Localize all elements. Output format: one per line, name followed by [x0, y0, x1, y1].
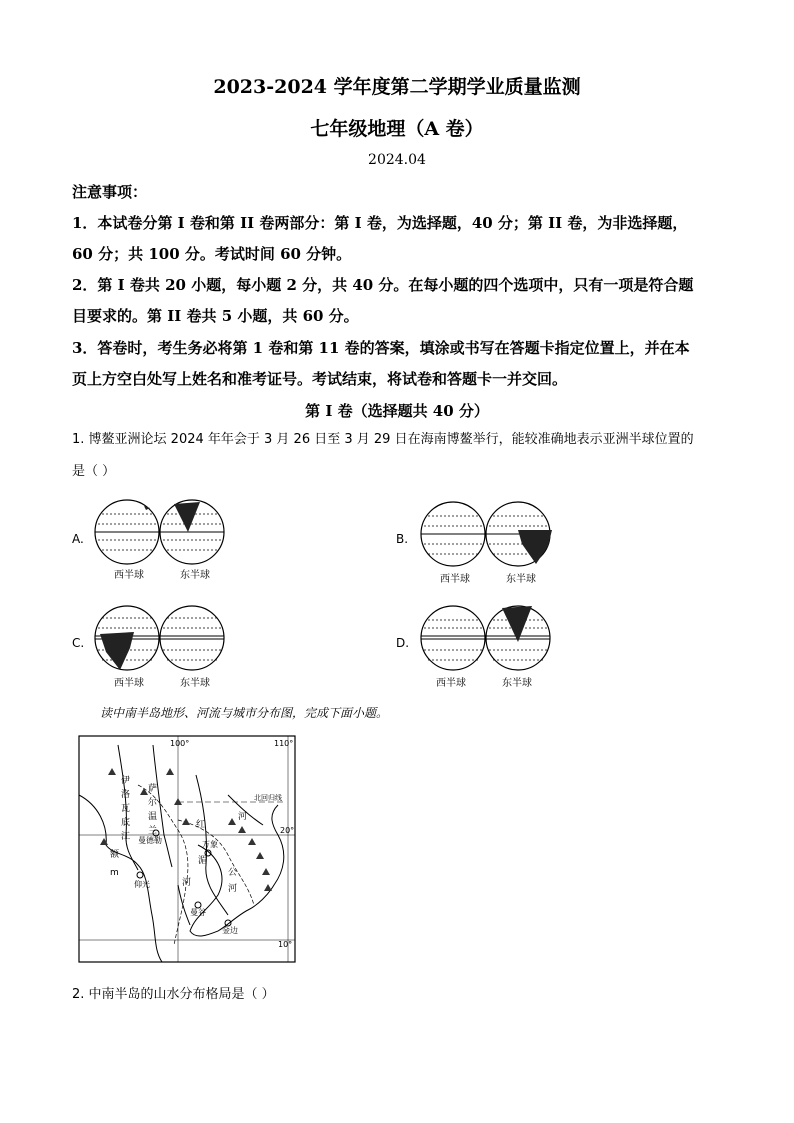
svg-text:温: 温: [148, 812, 158, 822]
asia-shape-c: [100, 632, 134, 670]
west-hemisphere-label: 西半球: [114, 678, 144, 689]
note-3-line-1: 3．答卷时，考生务必将第 1 卷和第 11 卷的答案，填涂或书写在答题卡指定位置上，并在本: [72, 339, 690, 357]
city-vientiane: 万象: [202, 840, 218, 849]
option-a-label[interactable]: A.: [72, 532, 84, 546]
section-title: 第 I 卷（选择题共 40 分）: [305, 402, 489, 420]
city-mandalay: 曼德勒: [138, 836, 162, 845]
svg-text:底: 底: [121, 818, 131, 828]
lon-100-label: 100°: [170, 739, 190, 748]
svg-text:公: 公: [228, 868, 238, 878]
lat-20-label: 20°: [280, 826, 295, 835]
east-hemisphere-label: 东半球: [506, 574, 536, 585]
tropic-label: 北回归线: [254, 794, 282, 802]
svg-text:瓦: 瓦: [121, 804, 131, 814]
svg-text:兰: 兰: [148, 826, 158, 836]
svg-text:湄: 湄: [198, 856, 208, 866]
east-hemisphere-label: 东半球: [180, 678, 210, 689]
indochina-map: [78, 735, 296, 963]
map-intro: 读中南半岛地形、河流与城市分布图，完成下面小题。: [100, 706, 389, 720]
lat-10-label: 10°: [278, 940, 293, 949]
notes-heading: 注意事项：: [72, 183, 148, 201]
east-hemisphere-label: 东半球: [180, 570, 210, 581]
svg-text:河: 河: [238, 812, 248, 822]
option-c-hemisphere-diagram[interactable]: [92, 598, 242, 690]
option-d-hemisphere-diagram[interactable]: [418, 598, 568, 690]
exam-date: 2024.04: [368, 152, 426, 168]
note-1-line-1: 1．本试卷分第 I 卷和第 II 卷两部分：第 I 卷，为选择题，40 分；第 II 卷，为非选择题，: [72, 214, 688, 232]
question-1-line-1: 1. 博鳌亚洲论坛 2024 年年会于 3 月 26 日至 3 月 29 日在海南博鳌举行，能较准确地表示亚洲半球位置的: [72, 432, 694, 447]
svg-text:江: 江: [121, 832, 131, 842]
svg-text:m: m: [110, 868, 119, 878]
svg-text:萨: 萨: [148, 784, 158, 794]
asia-shape-a: [174, 502, 200, 532]
city-yangon: 仰光: [134, 880, 150, 889]
svg-text:河: 河: [182, 878, 192, 888]
note-2-line-2: 目要求的。第 II 卷共 5 小题，共 60 分。: [72, 307, 359, 325]
city-phnom-penh: 金边: [222, 926, 238, 935]
exam-title: 2023-2024 学年度第二学期学业质量监测: [213, 76, 581, 98]
west-hemisphere-label: 西半球: [436, 678, 466, 689]
svg-text:河: 河: [228, 884, 238, 894]
svg-text:额: 额: [110, 850, 120, 860]
question-2: 2. 中南半岛的山水分布格局是（ ）: [72, 987, 275, 1002]
exam-subtitle: 七年级地理（A 卷）: [310, 118, 484, 140]
question-1-line-2: 是（ ）: [72, 464, 116, 479]
option-c-label[interactable]: C.: [72, 636, 85, 650]
svg-text:洛: 洛: [121, 790, 131, 800]
west-hemisphere-label: 西半球: [114, 570, 144, 581]
option-b-label[interactable]: B.: [396, 532, 409, 546]
asia-shape-b: [518, 530, 552, 564]
west-hemisphere-label: 西半球: [440, 574, 470, 585]
option-a-hemisphere-diagram[interactable]: [92, 494, 242, 582]
lon-110-label: 110°: [274, 739, 294, 748]
option-d-label[interactable]: D.: [396, 636, 410, 650]
svg-text:尔: 尔: [148, 798, 158, 808]
svg-text:红: 红: [196, 820, 206, 830]
asia-shape-d: [502, 606, 532, 642]
svg-text:伊: 伊: [121, 776, 131, 786]
note-3-line-2: 页上方空白处写上姓名和准考证号。考试结束，将试卷和答题卡一并交回。: [72, 370, 568, 388]
note-2-line-1: 2．第 I 卷共 20 小题，每小题 2 分，共 40 分。在每小题的四个选项中，只有一项是符合题: [72, 276, 694, 294]
option-b-hemisphere-diagram[interactable]: [418, 494, 568, 586]
note-1-line-2: 60 分；共 100 分。考试时间 60 分钟。: [72, 245, 352, 263]
city-bangkok: 曼谷: [190, 908, 206, 917]
east-hemisphere-label: 东半球: [502, 678, 532, 689]
